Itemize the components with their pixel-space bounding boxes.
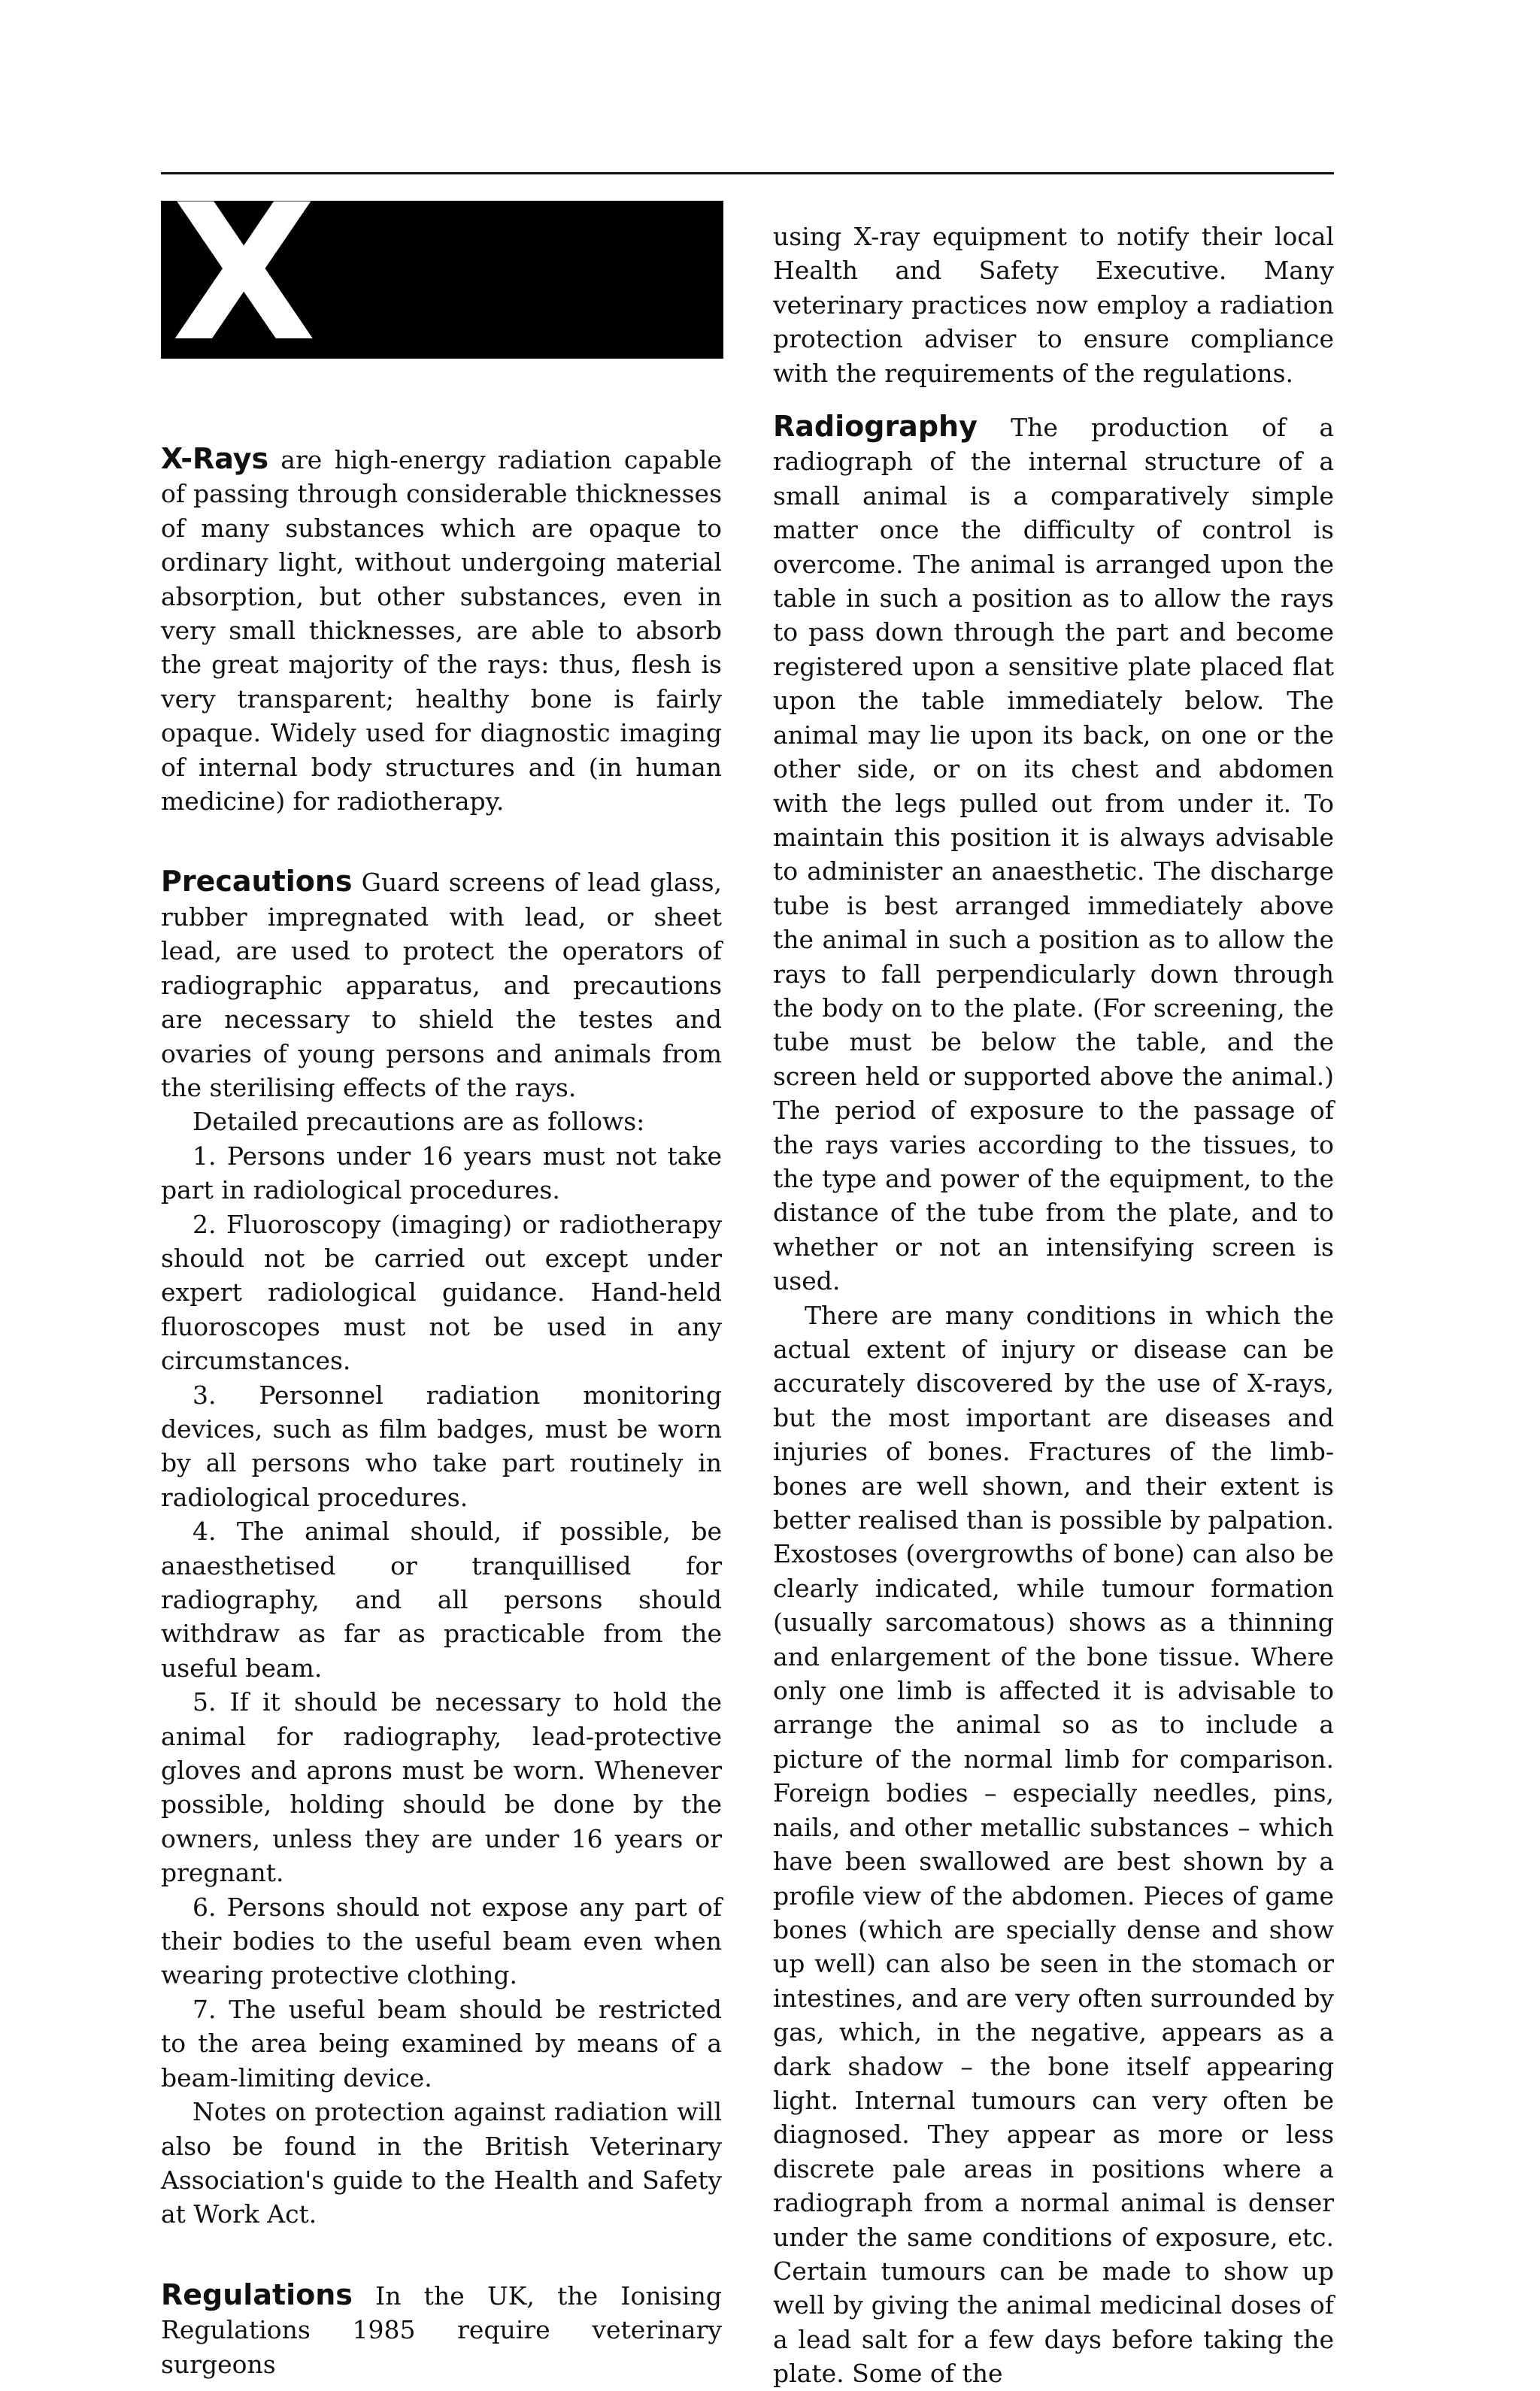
regulations-text: In the UK, the Ionising Regulations 1985 require veterinary surgeons [161, 2280, 722, 2379]
regulations-paragraph [161, 2278, 722, 2381]
xrays-text: are high-energy radiation capable of passing through considerable thicknesses of many substances which are opaque to ordinary light, without undergoing material absorption, but other substances, even in very small thicknesses, are able to absorb the great majority of the rays: thus, flesh is very transparent; healthy bone is fairly opaque. Widely used for diagnostic imaging of internal body structures and (in human medicine) for radiotherapy. [161, 445, 722, 817]
precaution-item-5: 5. If it should be necessary to hold the animal for radiography, lead-protective gloves and aprons must be worn. Whenever possible, holding should be done by the owners, unless they are under 16 years or pregnant. [161, 1687, 722, 1888]
precautions-text: Guard screens of lead glass, rubber impregnated with lead, or sheet lead, are used to protect the operators of radiographic apparatus, and precautions are necessary to shield the testes and ovaries of young persons and animals from the sterilising effects of the rays. [161, 868, 722, 1102]
notes-paragraph: Notes on protection against radiation will also be found in the British Veterinary Association's guide to the Health and Safety at Work Act. [161, 2097, 722, 2229]
conditions-paragraph: There are many conditions in which the actual extent of injury or disease can be accurately discovered by the use of X-rays, but the most important are diseases and injuries of bones. Fractures of the limb-bones are well shown, and their extent is better realised than is possible by palpation. Exostoses (overgrowths of bone) can also be clearly indicated, while tumour formation (usually sarcomatous) shows as a thinning and enlargement of the bone tissue. Where only one limb is affected it is advisable to arrange the animal so as to include a picture of the normal limb for comparison. Foreign bodies – especially needles, pins, nails, and other metallic substances – which have been swallowed are best shown by a profile view of the abdomen. Pieces of game bones (which are specially dense and show up well) can also be seen in the stomach or intestines, and are very often surrounded by gas, which, in the negative, appears as a dark shadow – the bone itself appearing light. Internal tumours can very often be diagnosed. They appear as more or less discrete pale areas in positions where a radiograph from a normal animal is denser under the same conditions of exposure, etc. Certain tumours can be made to show up well by giving the animal medicinal doses of a lead salt for a few days before taking the plate. Some of the [773, 1300, 1334, 2389]
precautions-heading: Precautions [161, 865, 353, 899]
section-letter-box [161, 164, 723, 383]
precautions-paragraph [161, 865, 722, 1105]
xrays-heading: X-Rays [161, 442, 269, 475]
xrays-paragraph [161, 442, 722, 818]
precaution-item-3: 3. Personnel radiation monitoring devices, such as film badges, must be worn by all persons who take part routinely in radiological procedures. [161, 1380, 722, 1512]
regulations-heading: Regulations [161, 2277, 353, 2311]
precaution-item-1: 1. Persons under 16 years must not take part in radiological procedures. [161, 1141, 722, 1205]
regulations-continued: using X-ray equipment to notify their local Health and Safety Executive. Many veterinary practices now employ a radiation protection adviser to ensure compliance with the requirements of the regulations. [773, 222, 1334, 388]
precaution-item-2: 2. Fluoroscopy (imaging) or radiotherapy should not be carried out except under expert radiological guidance. Hand-held fluoroscopes must not be used in any circumstances. [161, 1209, 722, 1376]
left-column [161, 442, 722, 2381]
header-rule [161, 172, 1334, 174]
detailed-intro: Detailed precautions are as follows: [192, 1107, 645, 1137]
precaution-item-4: 4. The animal should, if possible, be anaesthetised or tranquillised for radiography, and all persons should withdraw as far as practicable from the useful beam. [161, 1517, 722, 1683]
radiography-paragraph [773, 410, 1334, 1299]
radiography-heading: Radiography [773, 410, 978, 444]
radiography-text: The production of a radiograph of the internal structure of a small animal is a comparatively simple matter once the difficulty of control is overcome. The animal is arranged upon the table in such a position as to allow the rays to pass down through the part and become registered upon a sensitive plate placed flat upon the table immediately below. The animal may lie upon its back, on one or the other side, or on its chest and abdomen with the legs pulled out from under it. To maintain this position it is always advisable to administer an anaesthetic. The discharge tube is best arranged immediately above the animal in such a position as to allow the rays to fall perpendicularly down through the body on to the plate. (For screening, the tube must be below the table, and the screen held or supported above the animal.) The period of exposure to the passage of the rays varies according to the tissues, to the type and power of the equipment, to the distance of the tube from the plate, and to whether or not an intensifying screen is used. [773, 413, 1334, 1296]
section-letter: X [171, 164, 317, 383]
precaution-item-6: 6. Persons should not expose any part of their bodies to the useful beam even when wearing protective clothing. [161, 1892, 722, 1990]
precaution-item-7: 7. The useful beam should be restricted to the area being examined by means of a beam-limiting device. [161, 1994, 722, 2093]
right-column [773, 220, 1334, 2391]
